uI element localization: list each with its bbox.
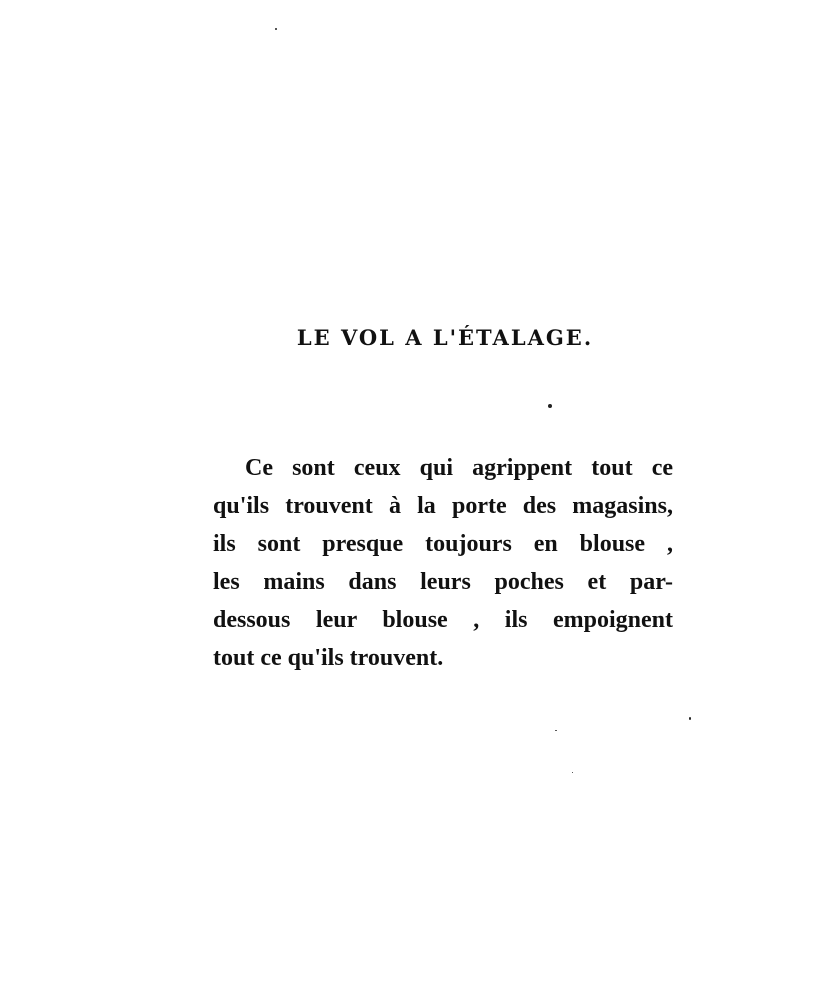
paragraph-line: qu'ils trouvent à la porte des magasins, <box>213 493 673 519</box>
chapter-title: LE VOL A L'ÉTALAGE. <box>296 325 594 350</box>
scan-speck <box>548 404 552 408</box>
paragraph-line: les mains dans leurs poches et par- <box>213 569 673 595</box>
paragraph <box>213 449 673 677</box>
scan-speck <box>275 28 277 30</box>
paragraph-line: dessous leur blouse , ils empoignent <box>213 607 673 633</box>
paragraph-line: Ce sont ceux qui agrippent tout ce <box>245 455 673 481</box>
paragraph-line: tout ce qu'ils trouvent. <box>213 645 444 671</box>
scan-speck <box>572 772 573 773</box>
paragraph-line: ils sont presque toujours en blouse , <box>213 531 673 557</box>
scan-speck <box>555 730 557 731</box>
scan-speck <box>689 717 691 720</box>
